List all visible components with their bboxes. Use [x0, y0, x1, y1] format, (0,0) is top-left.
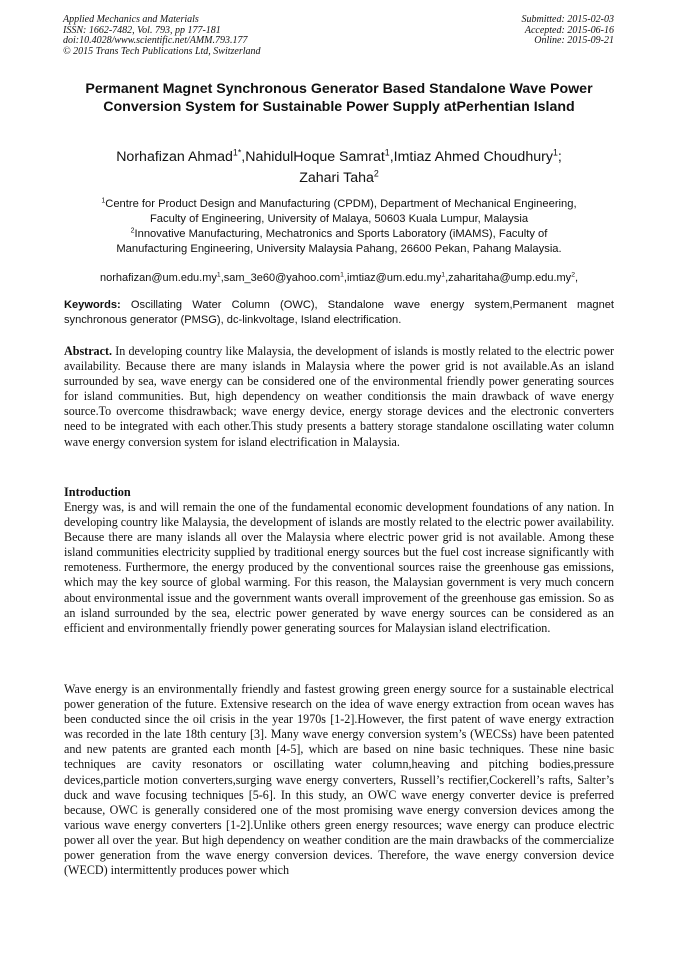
journal-copyright: © 2015 Trans Tech Publications Ltd, Switzerland	[63, 45, 261, 57]
email-sup: 2	[571, 271, 575, 279]
submitted-date: Submitted: 2015-02-03	[521, 14, 614, 25]
email-sup: 1	[216, 271, 221, 279]
journal-doi: doi:10.4028/www.scientific.net/AMM.793.177	[63, 35, 248, 47]
email-sup: 1	[340, 271, 344, 279]
email-sup: 1	[441, 271, 446, 279]
dates-header	[522, 15, 615, 47]
affil-sup: 2	[130, 227, 135, 235]
author-sup: 1*	[232, 147, 242, 158]
affil-line: Manufacturing Engineering, University Malaysia Pahang, 26600 Pekan, Pahang Malaysia.	[116, 242, 562, 255]
keywords-label: Keywords:	[64, 299, 121, 311]
abstract	[64, 344, 614, 450]
author-name: Norhafizan Ahmad	[116, 149, 233, 165]
journal-name: Applied Mechanics and Materials	[63, 14, 199, 25]
body-paragraph: Energy was, is and will remain the one of the fundamental economic development foundations of any nation. In developing country like Malaysia, the development of islands are mostly related to the electric power availability. Because there are many islands all over the Malaysia where electric power grid is not available. Among these island communities electricity supplied by traditional energy sources but the fuel cost increase significantly with remoteness. Furthermore, the energy produced by the conventional sources raise the greenhouse gas emissions, which may the key source of global warming. For this reason, the Malaysian government is very much concern about environmental issue and the government wants overall improvement of the greenhouse gas emission. So as an island surrounded by the sea, electric power generated by wave energy sources can be considered as an efficient and environmentally friendly power generating sources for Malaysian island electrification.	[64, 500, 614, 635]
keywords	[64, 298, 614, 327]
email: norhafizan@um.edu.my	[99, 272, 217, 284]
affil-line: Faculty of Engineering, University of Malaya, 50603 Kuala Lumpur, Malaysia	[149, 212, 529, 225]
journal-header	[63, 15, 261, 57]
email-end: ,	[574, 272, 579, 284]
author-list	[60, 147, 618, 188]
affil-line: Innovative Manufacturing, Mechatronics and Sports Laboratory (iMAMS), Faculty of	[134, 227, 548, 240]
author-sup: 1	[384, 147, 390, 158]
affil-sup: 1	[101, 197, 106, 205]
author-name: Zahari Taha	[299, 169, 374, 186]
author-name: ,Imtiaz Ahmed Choudhury	[389, 149, 553, 165]
author-separator: ;	[557, 149, 562, 165]
email: ,zaharitaha@ump.edu.my	[445, 272, 572, 284]
affiliations	[64, 197, 614, 257]
keywords-text: Oscillating Water Column (OWC), Standalone wave energy system,Permanent magnet synchronous generator (PMSG), dc-linkvoltage, Island electrification.	[64, 299, 614, 326]
abstract-label: Abstract.	[64, 344, 113, 358]
email: ,sam_3e60@yahoo.com	[220, 272, 341, 284]
journal-issn: ISSN: 1662-7482, Vol. 793, pp 177-181	[63, 24, 221, 36]
abstract-text: In developing country like Malaysia, the development of islands is mostly related to the electric power availability. Because there are many islands in Malaysia where the power grid is not available.As an island surrounded by sea, wave energy can be considered one of the environmental friendly power generating sources for island communities. But, high dependency on weather conditionsis the main drawback of wave energy source.To overcome thisdrawback; wave energy device, energy storage devices and the electronic converters need to be integrated with each other.This study presents a battery storage standalone oscillating water column wave energy conversion system for island electrification in Malaysia.	[64, 344, 614, 449]
body-paragraph: Wave energy is an environmentally friendly and fastest growing green energy source for a sustainable electrical power generation of the future. Extensive research on the idea of wave energy extraction from ocean waves has been conducted since the oil crisis in the year 1970s [1-2].However, the first patent of wave energy extraction was recorded in the late 18th century [3]. Many wave energy conversion system’s (WECSs) have been patented and new patents are granted each month [4-5], which are based on nine basic techniques. These nine basic techniques are cavity resonators or oscillating water column,heaving and pitching bodies,pressure devices,particle motion converters,surging wave energy converters, Russell’s rectifier,Cockerell’s rafts, Salter’s duck and wave focusing techniques [5-6]. In this study, an OWC wave energy converter device is preferred because, OWC is generally considered one of the most promising wave energy conversion devices among the various wave energy converters [1-2].Unlike others green energy resources; wave energy can produce electric power all over the year. But high dependency on weather condition are the main drawbacks of the commercialize power generation from the wave energy conversion devices. Therefore, the wave energy conversion device (WECD) intermittently produces power which	[64, 682, 614, 878]
affil-line: Centre for Product Design and Manufacturing (CPDM), Department of Mechanical Engineering,	[105, 198, 577, 210]
author-emails	[60, 271, 618, 285]
author-sup: 2	[373, 167, 379, 178]
email: ,imtiaz@um.edu.my	[343, 272, 442, 284]
paper-title: Permanent Magnet Synchronous Generator Based Standalone Wave Power Conversion System for Sustainable Power Supply atPerhentian Island	[85, 81, 593, 115]
section-heading: Introduction	[64, 485, 131, 499]
author-name: ,NahidulHoque Samrat	[241, 149, 385, 165]
accepted-date: Accepted: 2015-06-16	[524, 24, 614, 36]
online-date: Online: 2015-09-21	[534, 35, 614, 47]
author-sup: 1	[552, 147, 558, 158]
